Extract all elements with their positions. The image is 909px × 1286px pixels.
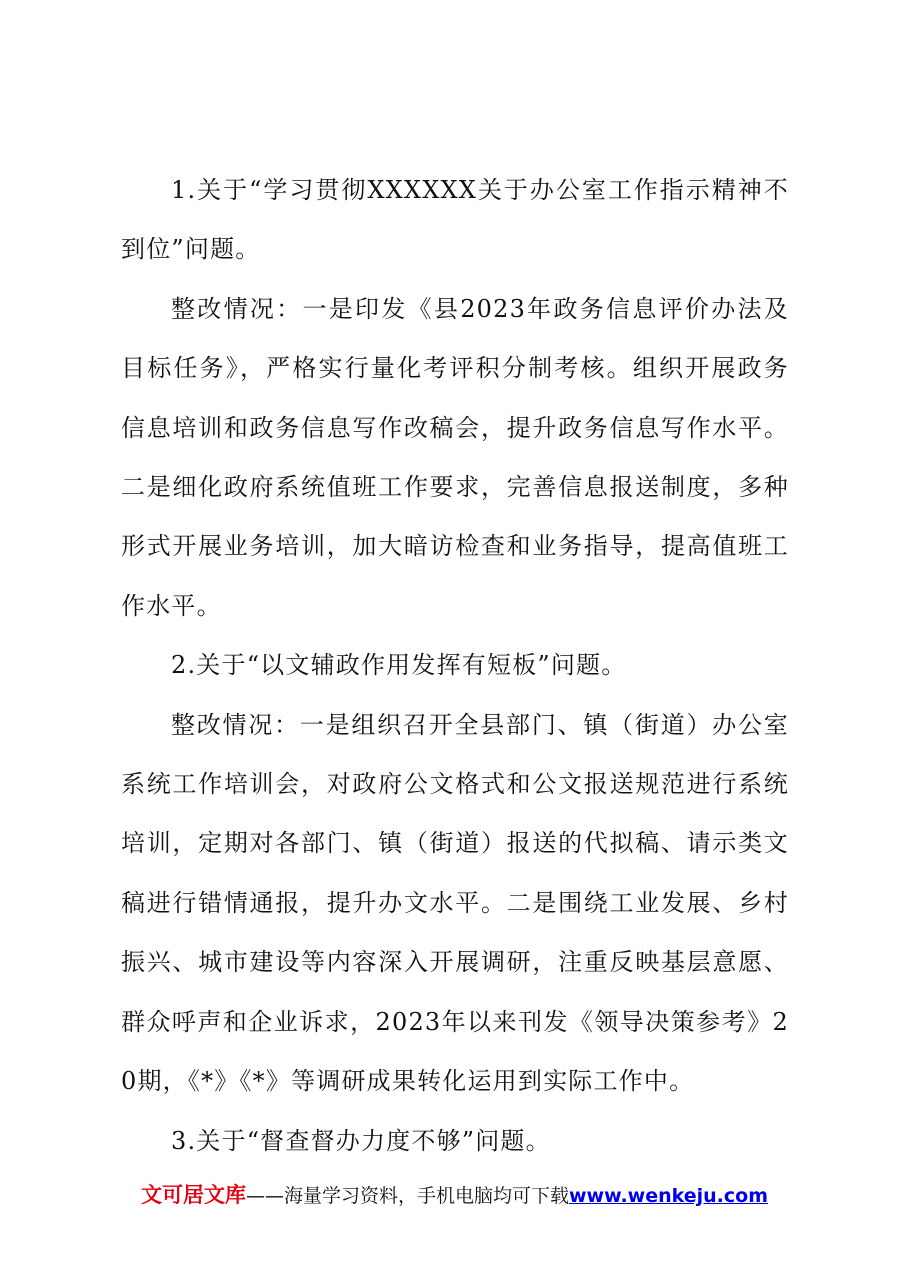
document-body xyxy=(121,161,789,1171)
watermark-footer xyxy=(0,1180,909,1211)
footer-slogan: ——海量学习资料，手机电脑均可下载 xyxy=(245,1185,569,1207)
paragraph-issue-3: 3.关于“督查督办力度不够”问题。 xyxy=(171,1126,551,1155)
paragraph-rectification-1: 整改情况：一是印发《县2023年政务信息评价办法及目标任务》，严格实行量化考评积分制考核。组织开展政务信息培训和政务信息写作改稿会，提升政务信息写作水平。二是细化政府系统值班工作要求，完善信息报送制度，多种形式开展业务培训，加大暗访检查和业务指导，提高值班工作水平。 xyxy=(121,294,789,620)
paragraph-issue-2: 2.关于“以文辅政作用发挥有短板”问题。 xyxy=(171,651,627,680)
footer-brand: 文可居文库 xyxy=(140,1183,246,1207)
footer-site-link[interactable]: www.wenkeju.com xyxy=(569,1185,769,1207)
paragraph-issue-1: 1.关于“学习贯彻XXXXXX关于办公室工作指示精神不到位”问题。 xyxy=(121,176,789,264)
paragraph-rectification-2: 整改情况：一是组织召开全县部门、镇（街道）办公室系统工作培训会，对政府公文格式和公文报送规范进行系统培训，定期对各部门、镇（街道）报送的代拟稿、请示类文稿进行错情通报，提升办文水平。二是围绕工业发展、乡村振兴、城市建设等内容深入开展调研，注重反映基层意愿、群众呼声和企业诉求，2023年以来刊发《领导决策参考》20期，《*》《*》等调研成果转化运用到实际工作中。 xyxy=(121,710,789,1096)
